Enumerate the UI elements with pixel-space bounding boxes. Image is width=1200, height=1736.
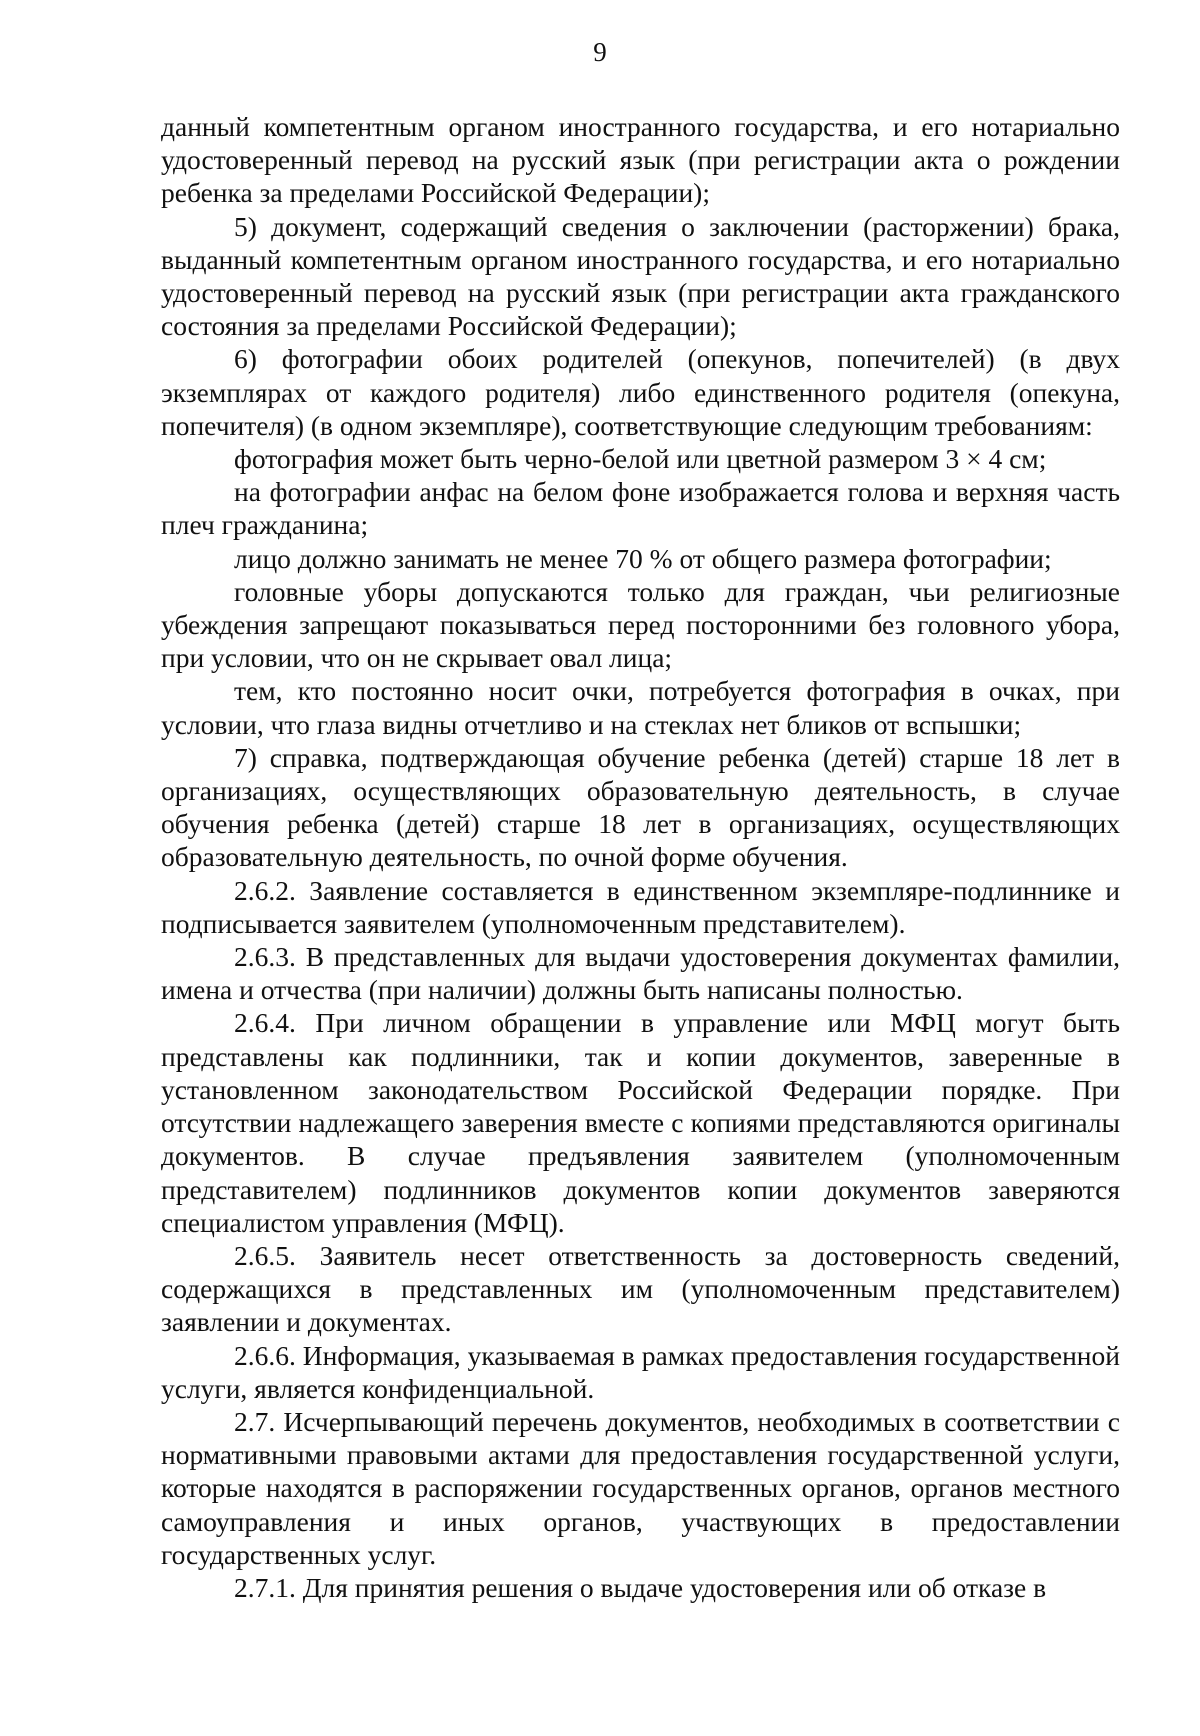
paragraph-2-6-6: 2.6.6. Информация, указываемая в рамках предоставления государственной услуги, является конфиденциальной. <box>161 1339 1120 1404</box>
paragraph-continuation: данный компетентным органом иностранного государства, и его нотариально удостоверенный перевод на русский язык (при регистрации акта о рождении ребенка за пределами Российской Федерации); <box>161 111 1120 209</box>
paragraph-2-6-3: 2.6.3. В представленных для выдачи удостоверения документах фамилии, имена и отчества (при наличии) должны быть написаны полностью. <box>161 941 1120 1006</box>
paragraph-photo-requirement-background: на фотографии анфас на белом фоне изображается голова и верхняя часть плеч гражданина; <box>161 476 1120 541</box>
paragraph-photo-requirement-glasses: тем, кто постоянно носит очки, потребуется фотография в очках, при условии, что глаза видны отчетливо и на стеклах нет бликов от вспышки; <box>161 675 1120 740</box>
paragraph-item-5: 5) документ, содержащий сведения о заключении (расторжении) брака, выданный компетентным органом иностранного государства, и его нотариально удостоверенный перевод на русский язык (при регистрации акта гражданского состояния за пределами Российской Федерации); <box>161 210 1120 342</box>
page-number: 9 <box>593 37 607 67</box>
paragraph-item-6: 6) фотографии обоих родителей (опекунов, попечителей) (в двух экземплярах от каждого родителя) либо единственного родителя (опекуна, попечителя) (в одном экземпляре), соответствующие следующим требованиям: <box>161 343 1120 441</box>
paragraph-photo-requirement-size: фотография может быть черно-белой или цветной размером 3 × 4 см; <box>234 443 1047 475</box>
paragraph-photo-requirement-headwear: головные уборы допускаются только для граждан, чьи религиозные убеждения запрещают показываться перед посторонними без головного убора, при условии, что он не скрывает овал лица; <box>161 575 1120 674</box>
paragraph-2-7: 2.7. Исчерпывающий перечень документов, необходимых в соответствии с нормативными правовыми актами для предоставления государственной услуги, которые находятся в распоряжении государственных органов, органов местного самоуправления и иных органов, участвующих в предоставлении государственных услуг. <box>161 1405 1120 1570</box>
paragraph-2-6-2: 2.6.2. Заявление составляется в единственном экземпляре-подлиннике и подписывается заявителем (уполномоченным представителем). <box>161 874 1120 939</box>
document-body <box>161 110 1120 1604</box>
paragraph-photo-requirement-face: лицо должно занимать не менее 70 % от общего размера фотографии; <box>234 542 1052 574</box>
paragraph-2-6-4: 2.6.4. При личном обращении в управление или МФЦ могут быть представлены как подлинники, так и копии документов, заверенные в установленном законодательством Российской Федерации порядке. При отсутствии надлежащего заверения вместе с копиями представляются оригиналы документов. В случае предъявления заявителем (уполномоченным представителем) подлинников документов копии документов заверяются специалистом управления (МФЦ). <box>161 1007 1120 1238</box>
paragraph-2-7-1: 2.7.1. Для принятия решения о выдаче удостоверения или об отказе в <box>234 1571 1047 1603</box>
paragraph-item-7: 7) справка, подтверждающая обучение ребенка (детей) старше 18 лет в организациях, осуществляющих образовательную деятельность, в случае обучения ребенка (детей) старше 18 лет в организациях, осуществляющих образовательную деятельность, по очной форме обучения. <box>161 741 1120 873</box>
paragraph-2-6-5: 2.6.5. Заявитель несет ответственность за достоверность сведений, содержащихся в представленных им (уполномоченным представителем) заявлении и документах. <box>161 1239 1120 1338</box>
